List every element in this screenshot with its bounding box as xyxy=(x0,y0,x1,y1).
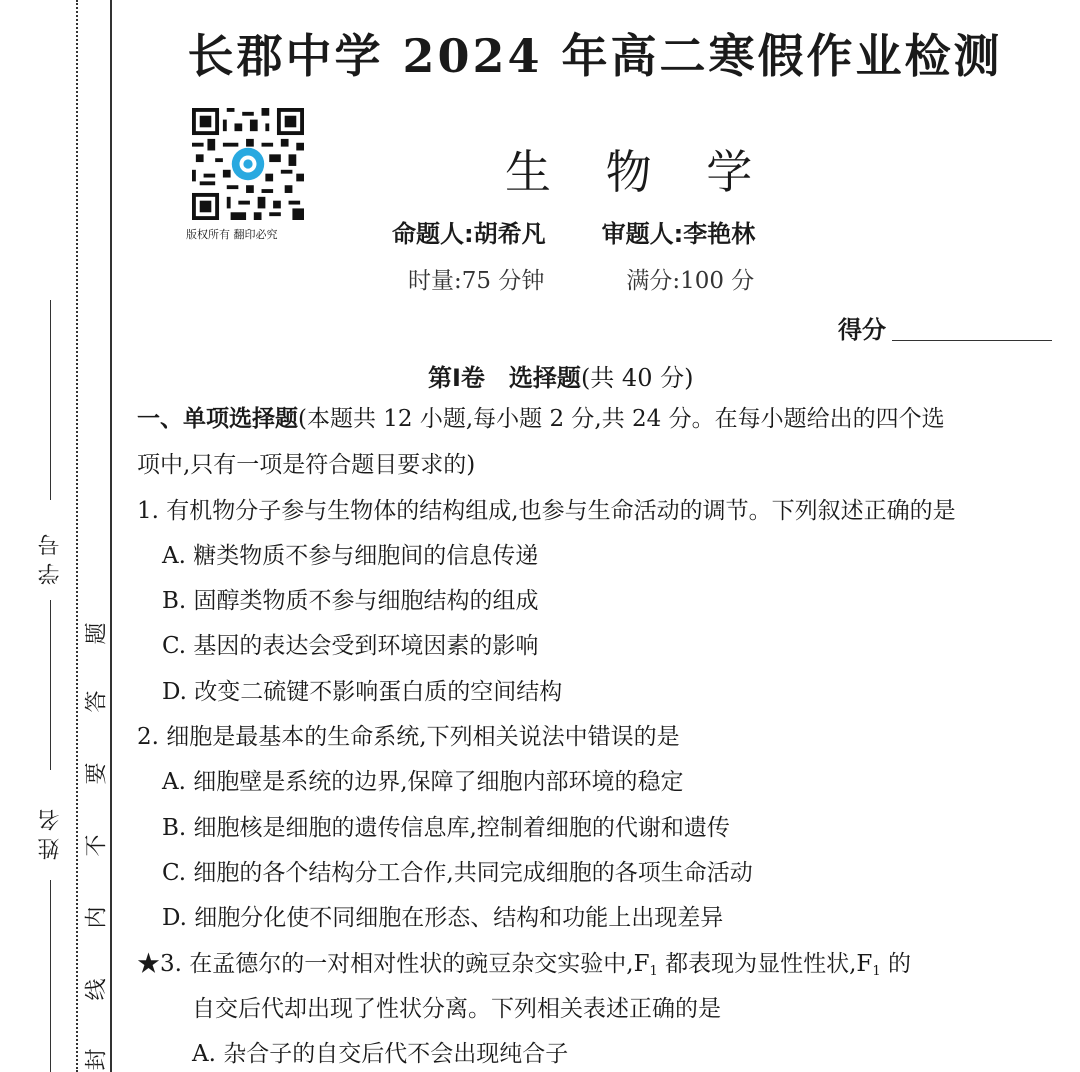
name-label: 姓 名 xyxy=(38,809,63,860)
fold-dotted-line xyxy=(76,0,78,1072)
authors-line xyxy=(392,214,755,249)
seal-char-3: 要 xyxy=(84,762,110,785)
score-blank-line[interactable] xyxy=(892,340,1052,341)
question-3-stem-line2: 自交后代却出现了性状分离。下列相关表述正确的是 xyxy=(192,996,721,1022)
student-id-label: 学 号 xyxy=(38,534,63,585)
setter: 命题人:胡希凡 xyxy=(392,220,546,248)
reviewer: 审题人:李艳林 xyxy=(601,220,756,248)
question-1-option-d: D. 改变二硫键不影响蛋白质的空间结构 xyxy=(162,679,563,705)
section-title xyxy=(428,358,693,393)
question-3-sub-1: 1 xyxy=(649,964,658,979)
exam-meta-line xyxy=(408,262,754,295)
part1-heading: 一、单项选择题 xyxy=(137,406,298,432)
name-blank-line-bottom xyxy=(50,880,51,1072)
exam-title: 长郡中学 2024 年高二寒假作业检测 xyxy=(187,29,1003,83)
question-3-stem-b: 都表现为显性性状,F xyxy=(657,951,873,977)
name-blank-line-top xyxy=(50,600,51,770)
qr-code-icon xyxy=(192,108,304,220)
seal-char-4: 不 xyxy=(84,834,110,857)
full-score: 满分:100 分 xyxy=(626,268,755,294)
section-title-text: 第Ⅰ卷 选择题 xyxy=(428,364,581,392)
question-1-option-a: A. 糖类物质不参与细胞间的信息传递 xyxy=(162,543,539,569)
question-2-option-d: D. 细胞分化使不同细胞在形态、结构和功能上出现差异 xyxy=(162,905,724,931)
seal-char-7: 封 xyxy=(84,1048,110,1071)
question-3-stem-c: 的 xyxy=(880,951,911,977)
question-2-option-a: A. 细胞壁是系统的边界,保障了细胞内部环境的稳定 xyxy=(162,769,684,795)
part1-instructions-text-1: (本题共 12 小题,每小题 2 分,共 24 分。在每小题给出的四个选 xyxy=(298,406,945,432)
question-2-stem: 2. 细胞是最基本的生命系统,下列相关说法中错误的是 xyxy=(137,724,680,750)
seal-char-5: 内 xyxy=(84,906,110,929)
part1-instructions-line1 xyxy=(137,404,945,434)
question-3-stem-a: 3. 在孟德尔的一对相对性状的豌豆杂交实验中,F xyxy=(160,951,650,977)
seal-char-2: 答 xyxy=(84,690,110,713)
time-limit: 时量:75 分钟 xyxy=(408,268,545,294)
copyright-notice: 版权所有 翻印必究 xyxy=(186,228,278,241)
question-2-option-c: C. 细胞的各个结构分工合作,共同完成细胞的各项生命活动 xyxy=(162,860,753,886)
subject-title: 生 物 学 xyxy=(505,145,773,199)
score-label: 得分 xyxy=(838,316,886,344)
question-3-option-a: A. 杂合子的自交后代不会出现纯合子 xyxy=(192,1041,569,1067)
part1-instructions-line2: 项中,只有一项是符合题目要求的) xyxy=(137,452,476,478)
question-3-stem xyxy=(137,949,911,987)
question-1-option-c: C. 基因的表达会受到环境因素的影响 xyxy=(162,633,539,659)
question-3-sub-2: 1 xyxy=(872,964,881,979)
seal-char-6: 线 xyxy=(84,978,110,1001)
section-points: (共 40 分) xyxy=(580,364,694,392)
question-1-stem: 1. 有机物分子参与生物体的结构组成,也参与生命活动的调节。下列叙述正确的是 xyxy=(137,498,956,524)
student-id-blank-line xyxy=(50,300,51,500)
question-1-option-b: B. 固醇类物质不参与细胞结构的组成 xyxy=(162,588,539,614)
question-2-option-b: B. 细胞核是细胞的遗传信息库,控制着细胞的代谢和遗传 xyxy=(162,815,730,841)
seal-char-1: 题 xyxy=(84,622,110,645)
star-icon: ★ xyxy=(137,951,160,977)
